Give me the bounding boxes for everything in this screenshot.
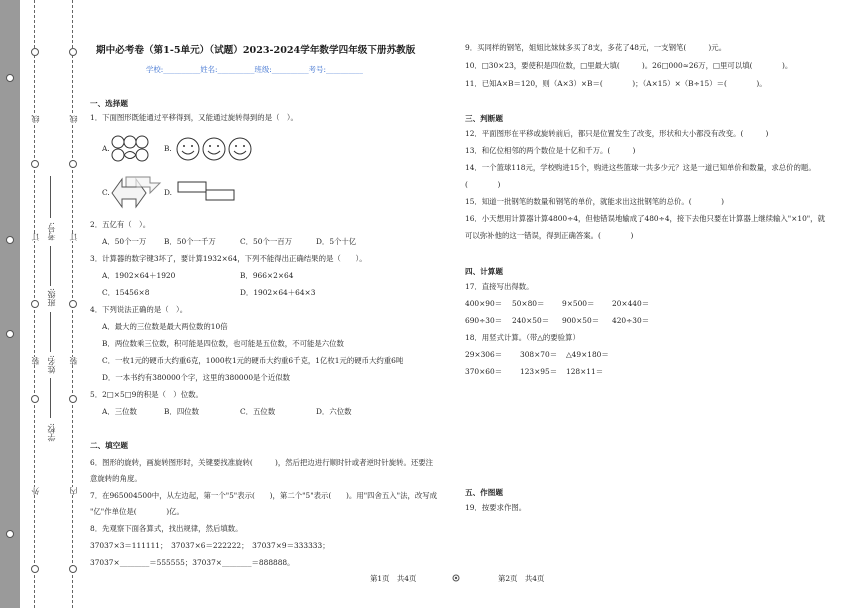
question-19: 19．按要求作图。: [465, 503, 527, 512]
q4-option: B．两位数乘三位数，积可能是四位数，也可能是五位数，不可能是六位数: [102, 339, 344, 348]
vertical-calc-item: △49×180＝: [566, 350, 609, 359]
question-9: 9．买同样的钢笔，姐姐比妹妹多买了8支，多花了48元，一支钢笔( )元。: [465, 43, 727, 52]
margin-mark: 订: [31, 233, 40, 241]
q2-option: B．50个一千万: [164, 237, 216, 246]
field-line: [50, 246, 51, 286]
calc-item: 690÷30＝: [465, 316, 503, 325]
binding-circle: [31, 565, 39, 573]
binding-circle: [31, 395, 39, 403]
section-heading: 三、判断题: [465, 114, 503, 123]
question-4-stem: 4．下列说法正确的是（ ）。: [90, 305, 188, 314]
binding-circle: [69, 565, 77, 573]
field-exam-number: 考号:: [47, 222, 56, 241]
margin-mark: 线: [31, 115, 40, 123]
binding-circle: [69, 300, 77, 308]
margin-mark: 装: [31, 357, 40, 365]
question-13: 13．和亿位相邻的两个数位是十亿和千万。( ): [465, 146, 636, 155]
gutter-circle: [6, 236, 14, 244]
section-heading: 一、选择题: [90, 99, 128, 108]
vertical-calc-item: 128×11＝: [566, 367, 604, 376]
field-line: [50, 312, 51, 352]
q4-option: C．一枚1元的硬币大约重6克，1000枚1元的硬币大约重6千克，1亿枚1元的硬币大约重6吨: [102, 356, 404, 365]
calc-item: 9×500＝: [562, 299, 595, 308]
inner-mark: 装: [69, 357, 78, 365]
q2-option: D．5个十亿: [316, 237, 357, 246]
field-school: 学校:: [47, 423, 56, 442]
option-d: D.: [164, 188, 173, 197]
calc-item: 900×50＝: [562, 316, 600, 325]
option-a: A.: [102, 144, 110, 153]
calc-item: 240×50＝: [512, 316, 550, 325]
question-17-stem: 17．直接写出得数。: [465, 282, 534, 291]
question-8-line: 37037×________＝555555；37037×________＝888888。: [90, 558, 295, 567]
question-18-stem: 18．用竖式计算。（带△的要验算）: [465, 333, 580, 342]
option-b: B.: [164, 144, 172, 153]
question-6-line: 意旋转的角度。: [90, 474, 142, 483]
binding-gutter: [0, 0, 20, 608]
q4-option: D．一本书约有380000个字，这里的380000是个近似数: [102, 373, 290, 382]
question-16-line: 可以弥补他的这一错误，得到正确答案。( ): [465, 231, 634, 240]
gutter-circle: [6, 330, 14, 338]
calc-item: 420÷30＝: [612, 316, 650, 325]
page-number-right: 第2页 共4页: [498, 574, 545, 583]
question-8-line: 37037×3＝111111； 37037×6＝222222； 37037×9＝333333；: [90, 541, 330, 550]
vertical-calc-item: 370×60＝: [465, 367, 503, 376]
student-info-line: 学校:__________姓名:__________班级:__________考号:__________: [146, 65, 363, 74]
question-10: 10．□30×23，要使积是四位数，□里最大填( )。26□000≈26万，□里可以填( )。: [465, 61, 793, 70]
field-name: 姓名:: [47, 355, 56, 374]
q3-option: D．1902×64＋64×3: [240, 288, 316, 297]
section-heading: 四、计算题: [465, 267, 503, 276]
question-7-line: 7．在965004500中，从左边起，第一个"5"表示( )，第二个"5"表示( )。用"四舍五入"法，改写成: [90, 491, 438, 500]
binding-circle: [31, 160, 39, 168]
binding-circle: [31, 300, 39, 308]
q4-option: A．最大的三位数是最大两位数的10倍: [102, 322, 228, 331]
q5-option: B．四位数: [164, 407, 199, 416]
question-1-stem: 1．下面图形既能通过平移得到，又能通过旋转得到的是（ ）。: [90, 113, 298, 122]
inner-mark: 内: [69, 487, 78, 495]
q5-option: C．五位数: [240, 407, 276, 416]
question-12: 12．平面图形在平移或旋转前后，都只是位置发生了改变，形状和大小都没有改变。( ): [465, 129, 769, 138]
clover-figure: [110, 134, 150, 164]
question-6-line: 6．图形的旋转，画旋转图形时，关键要找准旋转( )，然后把边进行顺时针或者逆时针旋转。还要注: [90, 458, 434, 467]
circle-icon: [452, 574, 460, 582]
arrows-figure: [110, 175, 162, 211]
vertical-calc-item: 29×306＝: [465, 350, 503, 359]
gutter-circle: [6, 530, 14, 538]
q3-option: B．966×2×64: [240, 271, 294, 280]
page-number-left: 第1页 共4页: [370, 574, 417, 583]
field-class: 班级:: [47, 288, 56, 307]
question-8-line: 8．先观察下面各算式，找出规律，然后填数。: [90, 524, 243, 533]
q3-option: C．15456×8: [102, 288, 150, 297]
binding-circle: [69, 48, 77, 56]
margin-mark: 外: [31, 487, 40, 495]
q5-option: A．三位数: [102, 407, 137, 416]
smiley-faces-figure: [176, 137, 256, 161]
question-5-stem: 5．2□×5□9的积是（ ）位数。: [90, 390, 203, 399]
vertical-calc-item: 308×70＝: [520, 350, 558, 359]
binding-circle: [69, 395, 77, 403]
question-7-line: "亿"作单位是( )亿。: [90, 507, 184, 516]
calc-item: 20×440＝: [612, 299, 650, 308]
calc-item: 50×80＝: [512, 299, 545, 308]
question-14-line: ( ): [465, 180, 501, 189]
q2-option: A．50个一万: [102, 237, 147, 246]
rectangles-figure: [176, 180, 238, 202]
question-11: 11．已知A×B＝120，则（A×3）×B＝( )；（A×15）×（B÷15）＝( )。: [465, 79, 767, 88]
q2-option: C．50个一百万: [240, 237, 293, 246]
gutter-circle: [6, 74, 14, 82]
page-title: 期中必考卷（第1-5单元）（试题）2023-2024学年数学四年级下册苏教版: [96, 45, 416, 56]
field-line: [50, 176, 51, 218]
section-heading: 二、填空题: [90, 441, 128, 450]
inner-mark: 线: [69, 115, 78, 123]
q5-option: D．六位数: [316, 407, 352, 416]
question-14-line: 14．一个篮球118元，学校购进15个，购进这些篮球一共多少元？这是一道已知单价和数量，求总价的题。: [465, 163, 816, 172]
section-heading: 五、作图题: [465, 488, 503, 497]
question-15: 15．知道一批钢笔的数量和钢笔的单价，就能求出这批钢笔的总价。( ): [465, 197, 725, 206]
field-line: [50, 378, 51, 418]
question-16-line: 16．小天想用计算器计算4800÷4，但他错误地输成了480÷4，接下去他只要在计算器上继续输入"×10"，就: [465, 214, 825, 223]
vertical-calc-item: 123×95＝: [520, 367, 558, 376]
inner-mark: 订: [69, 233, 78, 241]
q3-option: A．1902×64＋1920: [102, 271, 176, 280]
question-3-stem: 3．计算器的数字键3坏了，要计算1932×64，下列不能得出正确结果的是（ ）。: [90, 254, 367, 263]
binding-circle: [69, 160, 77, 168]
option-c: C.: [102, 188, 110, 197]
question-2-stem: 2．五亿有（ ）。: [90, 220, 151, 229]
calc-item: 400×90＝: [465, 299, 503, 308]
binding-circle: [31, 48, 39, 56]
